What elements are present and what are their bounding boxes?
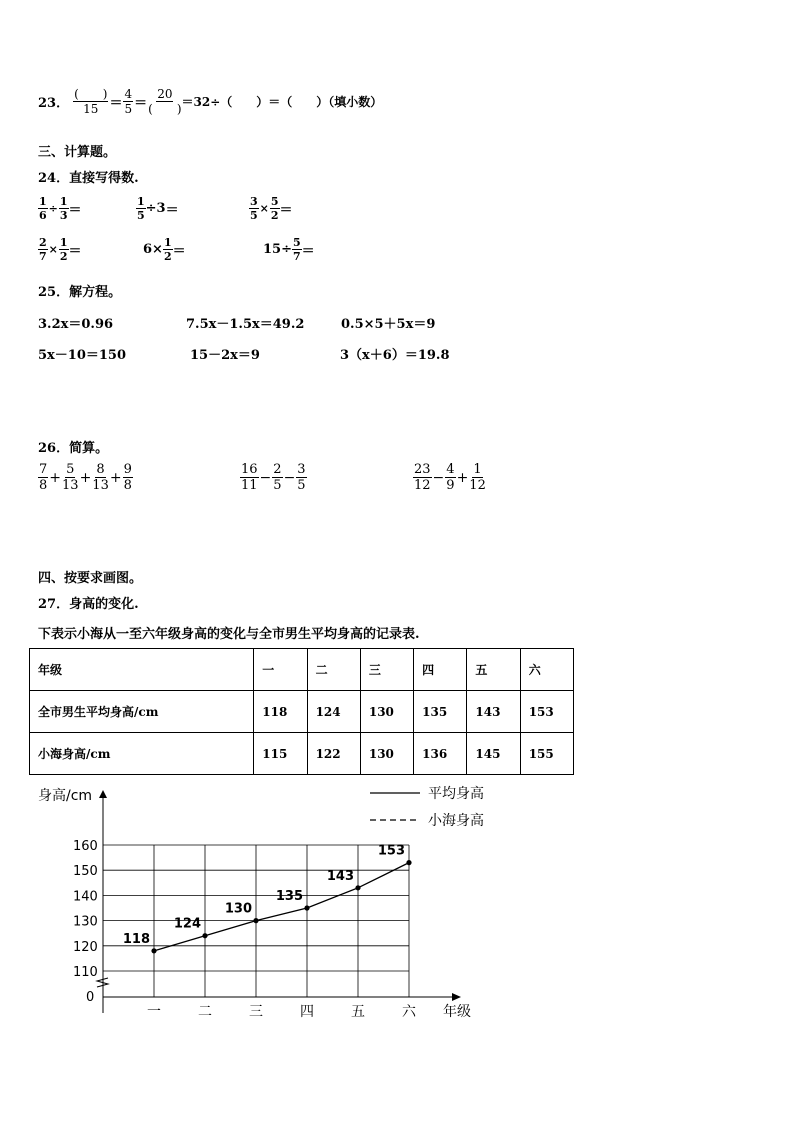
x-tick-label: 一 [147,1004,161,1020]
table-cell: 124 [307,691,360,733]
fraction: $\frac{1}{2}$ [163,236,172,263]
data-label: 135 [275,889,303,904]
fraction [62,463,79,492]
row-label: 小海身高/cm [30,733,254,775]
equals: ＝ [134,96,148,111]
fraction [38,463,48,492]
equation-5: 15－2x＝9 [190,348,260,363]
x-tick-label: 五 [351,1004,365,1020]
data-label: 124 [173,916,201,932]
operator: + [49,469,62,486]
data-point [406,860,411,865]
x-tick-labels [147,1004,417,1020]
fraction [240,463,259,492]
height-line-chart [0,780,520,1030]
table-cell: 155 [520,733,573,775]
y-tick-label: 110 [73,965,98,980]
table-cell: 130 [360,733,413,775]
numerator: 20 [157,87,173,101]
q23-number: 23． [38,96,70,111]
data-label: 130 [224,901,252,917]
q23 [38,88,382,115]
q23-frac-blank-15 [73,88,108,115]
y-tick-labels [73,839,98,1005]
data-point [202,933,207,938]
fraction: $\frac{1}{3}$ [59,195,68,222]
numerator: 5 [66,462,75,477]
data-point [151,948,156,953]
series-average [123,844,412,954]
axis-break-icon [97,978,108,987]
q26-expression-2 [240,463,307,492]
grade-cell: 五 [467,649,520,691]
table-cell: 153 [520,691,573,733]
fraction: $\frac{5}{7}$ [292,236,301,263]
equals: ＝ [109,96,123,111]
denominator: 12 [414,478,431,493]
grade-cell: 六 [520,649,573,691]
data-label: 118 [122,931,150,947]
numerator: 2 [273,462,282,477]
q24-item-4: $\frac{2}{7}$ × $\frac{1}{2}$ ＝ [39,236,82,263]
q24-item-6: 15÷ $\frac{5}{7}$ ＝ [263,236,315,263]
denominator: 5 [297,478,306,493]
operator: − [432,469,445,486]
denominator: 12 [469,478,486,493]
data-point [253,918,258,923]
grade-cell: 一 [254,649,307,691]
fraction [445,463,455,492]
operator: − [259,469,272,486]
denominator: 9 [446,478,455,493]
fraction [92,463,109,492]
q23-frac-20-blank [148,88,181,115]
denominator: 8 [123,478,132,493]
data-label: 153 [377,843,405,859]
fraction [413,463,432,492]
q24-item-2: $\frac{1}{5}$ ÷3 ＝ [137,195,179,222]
fraction [296,463,306,492]
table-header-row [30,649,574,691]
numerator: 23 [414,462,431,477]
table-cell: 145 [467,733,520,775]
operator: + [456,469,469,486]
legend-label-average: 平均身高 [428,786,484,802]
equation-3: 0.5×5＋5x＝9 [341,317,436,332]
numerator: 1 [473,462,482,477]
y-tick-label: 160 [73,839,98,854]
height-record-table [29,648,574,775]
denominator: 15 [83,102,99,116]
x-tick-label: 六 [402,1004,416,1020]
table-cell: 143 [467,691,520,733]
q27-title: 27．身高的变化. [38,597,139,612]
denominator: 5 [273,478,282,493]
legend [370,785,484,829]
equation-2: 7.5x－1.5x＝49.2 [186,317,305,332]
q27-intro: 下表示小海从一至六年级身高的变化与全市男生平均身高的记录表. [38,627,420,642]
numerator: 9 [123,462,132,477]
x-tick-label: 三 [249,1004,263,1020]
operator: − [283,469,296,486]
fraction: $\frac{1}{5}$ [137,195,145,222]
blank-denominator: ( ) [148,102,182,116]
fraction: $\frac{1}{2}$ [59,236,68,263]
fraction [272,463,282,492]
q26-title: 26．简算。 [38,441,109,456]
numerator: 3 [297,462,306,477]
y-tick-label: 130 [73,914,98,930]
row-label: 全市男生平均身高/cm [30,691,254,733]
y-axis-label: 身高/cm [38,788,93,804]
fraction: $\frac{1}{6}$ [39,195,47,222]
denominator: 13 [92,478,109,493]
numerator: 7 [39,462,48,477]
operator: + [109,469,122,486]
denominator: 8 [39,478,48,493]
q25-title: 25．解方程。 [38,285,122,300]
equation-1: 3.2x＝0.96 [38,317,114,332]
grade-cell: 四 [414,649,467,691]
numerator: 8 [96,462,105,477]
fraction: $\frac{2}{7}$ [39,236,47,263]
y-tick-label: 120 [73,939,98,955]
equation-4: 5x－10＝150 [38,348,127,363]
denominator: 5 [124,102,133,116]
x-tick-label: 四 [300,1004,314,1020]
q23-frac-4-5 [123,88,133,115]
y-axis-arrow [99,790,107,798]
series-line [154,863,409,951]
q24-item-3: $\frac{3}{5}$ × $\frac{5}{2}$ ＝ [250,195,293,222]
table-row [30,691,574,733]
q26-expression-1 [38,463,133,492]
header-label: 年级 [30,649,254,691]
table-cell: 136 [414,733,467,775]
operator: + [79,469,92,486]
data-label: 143 [326,868,354,884]
y-tick-label: 0 [86,990,95,1005]
table-cell: 135 [414,691,467,733]
numerator: 4 [124,87,133,101]
q24-item-1: $\frac{1}{6}$ ÷ $\frac{1}{3}$ ＝ [39,195,82,222]
grade-cell: 二 [307,649,360,691]
table-cell: 118 [254,691,307,733]
q26-expression-3 [413,463,486,492]
table-cell: 122 [307,733,360,775]
numerator: 4 [446,462,455,477]
q24-item-5: 6× $\frac{1}{2}$ ＝ [143,236,186,263]
x-axis-label: 年级 [443,1004,471,1020]
blank-numerator: ( ) [74,87,108,101]
data-point [355,885,360,890]
section-3-heading: 三、计算题。 [38,145,117,160]
y-tick-label: 140 [73,889,98,905]
fraction [123,463,133,492]
fraction [469,463,486,492]
table-cell: 130 [360,691,413,733]
table-row [30,733,574,775]
table-cell: 115 [254,733,307,775]
y-tick-label: 150 [73,864,98,880]
data-point [304,905,309,910]
numerator: 16 [241,462,258,477]
x-tick-label: 二 [198,1004,212,1020]
fraction: $\frac{5}{2}$ [270,195,279,222]
denominator: 13 [62,478,79,493]
denominator: 11 [241,478,258,493]
section-4-heading: 四、按要求画图。 [38,571,143,586]
equation-6: 3（x＋6）＝19.8 [340,348,450,363]
grade-cell: 三 [360,649,413,691]
fraction: $\frac{3}{5}$ [250,195,258,222]
x-axis-arrow [452,993,461,1001]
q23-tail: ＝32÷（ ）＝（ ）（填小数） [181,95,383,109]
legend-label-xiaohai: 小海身高 [428,813,484,829]
q24-title: 24．直接写得数. [38,171,139,186]
